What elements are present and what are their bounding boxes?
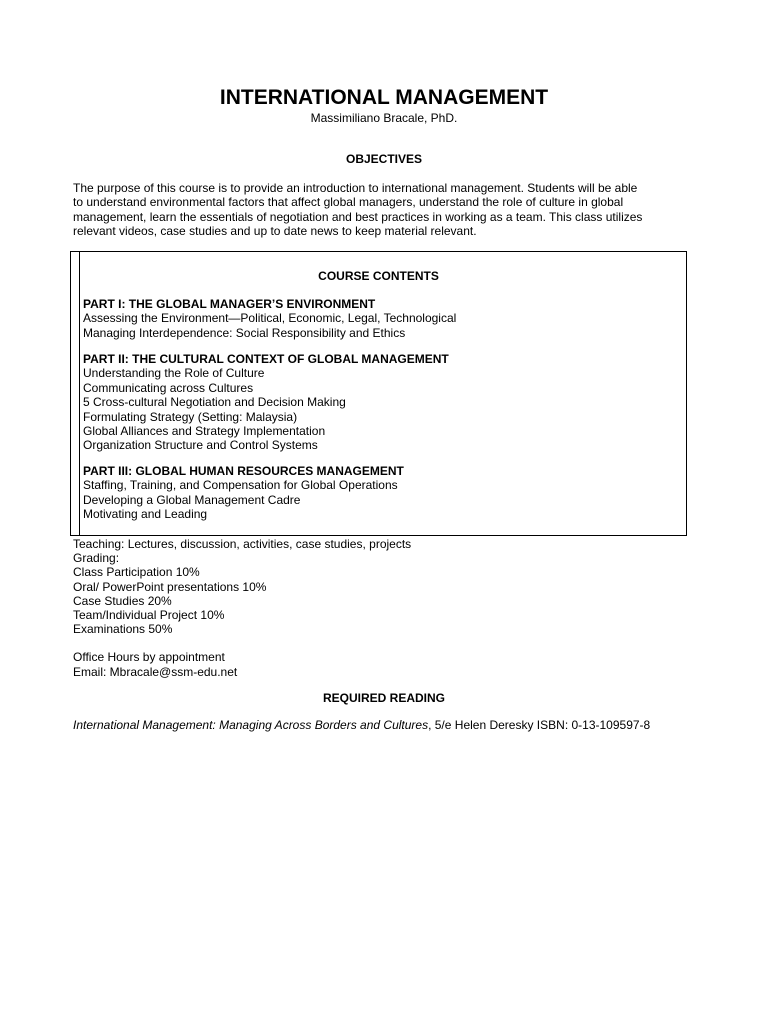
objectives-line: to understand environmental factors that affect global managers, understand the role of culture in global (73, 195, 624, 210)
spacer (73, 636, 723, 650)
document-title: INTERNATIONAL MANAGEMENT (219, 86, 549, 109)
part-item: Managing Interdependence: Social Responsibility and Ethics (83, 325, 406, 340)
part-item: Formulating Strategy (Setting: Malaysia) (83, 409, 298, 424)
part-item: Staffing, Training, and Compensation for Global Operations (83, 478, 398, 493)
office-hours-line: Office Hours by appointment (73, 650, 225, 665)
email-line: Email: Mbracale@ssm-edu.net (73, 664, 238, 679)
part-title: PART III: GLOBAL HUMAN RESOURCES MANAGEMENT (83, 464, 404, 478)
part-title: PART I: THE GLOBAL MANAGER’S ENVIRONMENT (83, 297, 376, 311)
required-reading-heading: REQUIRED READING (322, 691, 445, 705)
grading-label: Grading: (73, 551, 120, 566)
grading-item: Examinations 50% (73, 622, 173, 637)
grading-item: Oral/ PowerPoint presentations 10% (73, 579, 267, 594)
part-item: Assessing the Environment—Political, Economic, Legal, Technological (83, 311, 457, 326)
course-contents-heading: COURSE CONTENTS (318, 269, 439, 283)
grading-item: Case Studies 20% (73, 593, 172, 608)
part-item: 5 Cross-cultural Negotiation and Decision Making (83, 395, 346, 410)
course-info-block (73, 537, 723, 679)
objectives-line: The purpose of this course is to provide an introduction to international management. Students will be able (73, 181, 638, 195)
part-item: Developing a Global Management Cadre (83, 492, 301, 507)
contents-part-2 (83, 352, 678, 453)
part-item: Motivating and Leading (83, 507, 208, 522)
book-details: , 5/e Helen Deresky ISBN: 0-13-109597-8 (428, 718, 651, 732)
course-contents-box (70, 251, 687, 536)
objectives-line: relevant videos, case studies and up to date news to keep material relevant. (73, 224, 477, 239)
part-item: Global Alliances and Strategy Implementation (83, 424, 326, 439)
box-inner-rule (79, 252, 80, 535)
objectives-paragraph (73, 181, 723, 239)
teaching-line: Teaching: Lectures, discussion, activities, case studies, projects (73, 537, 412, 551)
part-title: PART II: THE CULTURAL CONTEXT OF GLOBAL MANAGEMENT (83, 352, 449, 366)
contents-part-3 (83, 464, 678, 522)
author-name: Massimiliano Bracale, PhD. (310, 111, 458, 125)
part-item: Understanding the Role of Culture (83, 366, 265, 381)
part-item: Communicating across Cultures (83, 380, 254, 395)
grading-item: Team/Individual Project 10% (73, 608, 225, 623)
contents-part-1 (83, 297, 678, 340)
book-title: International Management: Managing Across Borders and Cultures (73, 718, 429, 732)
objectives-line: management, learn the essentials of negotiation and best practices in working as a team. This class utilizes (73, 209, 643, 224)
objectives-heading: OBJECTIVES (345, 152, 423, 166)
part-item: Organization Structure and Control Systems (83, 438, 318, 453)
grading-item: Class Participation 10% (73, 565, 200, 580)
required-reading-entry (73, 718, 723, 732)
